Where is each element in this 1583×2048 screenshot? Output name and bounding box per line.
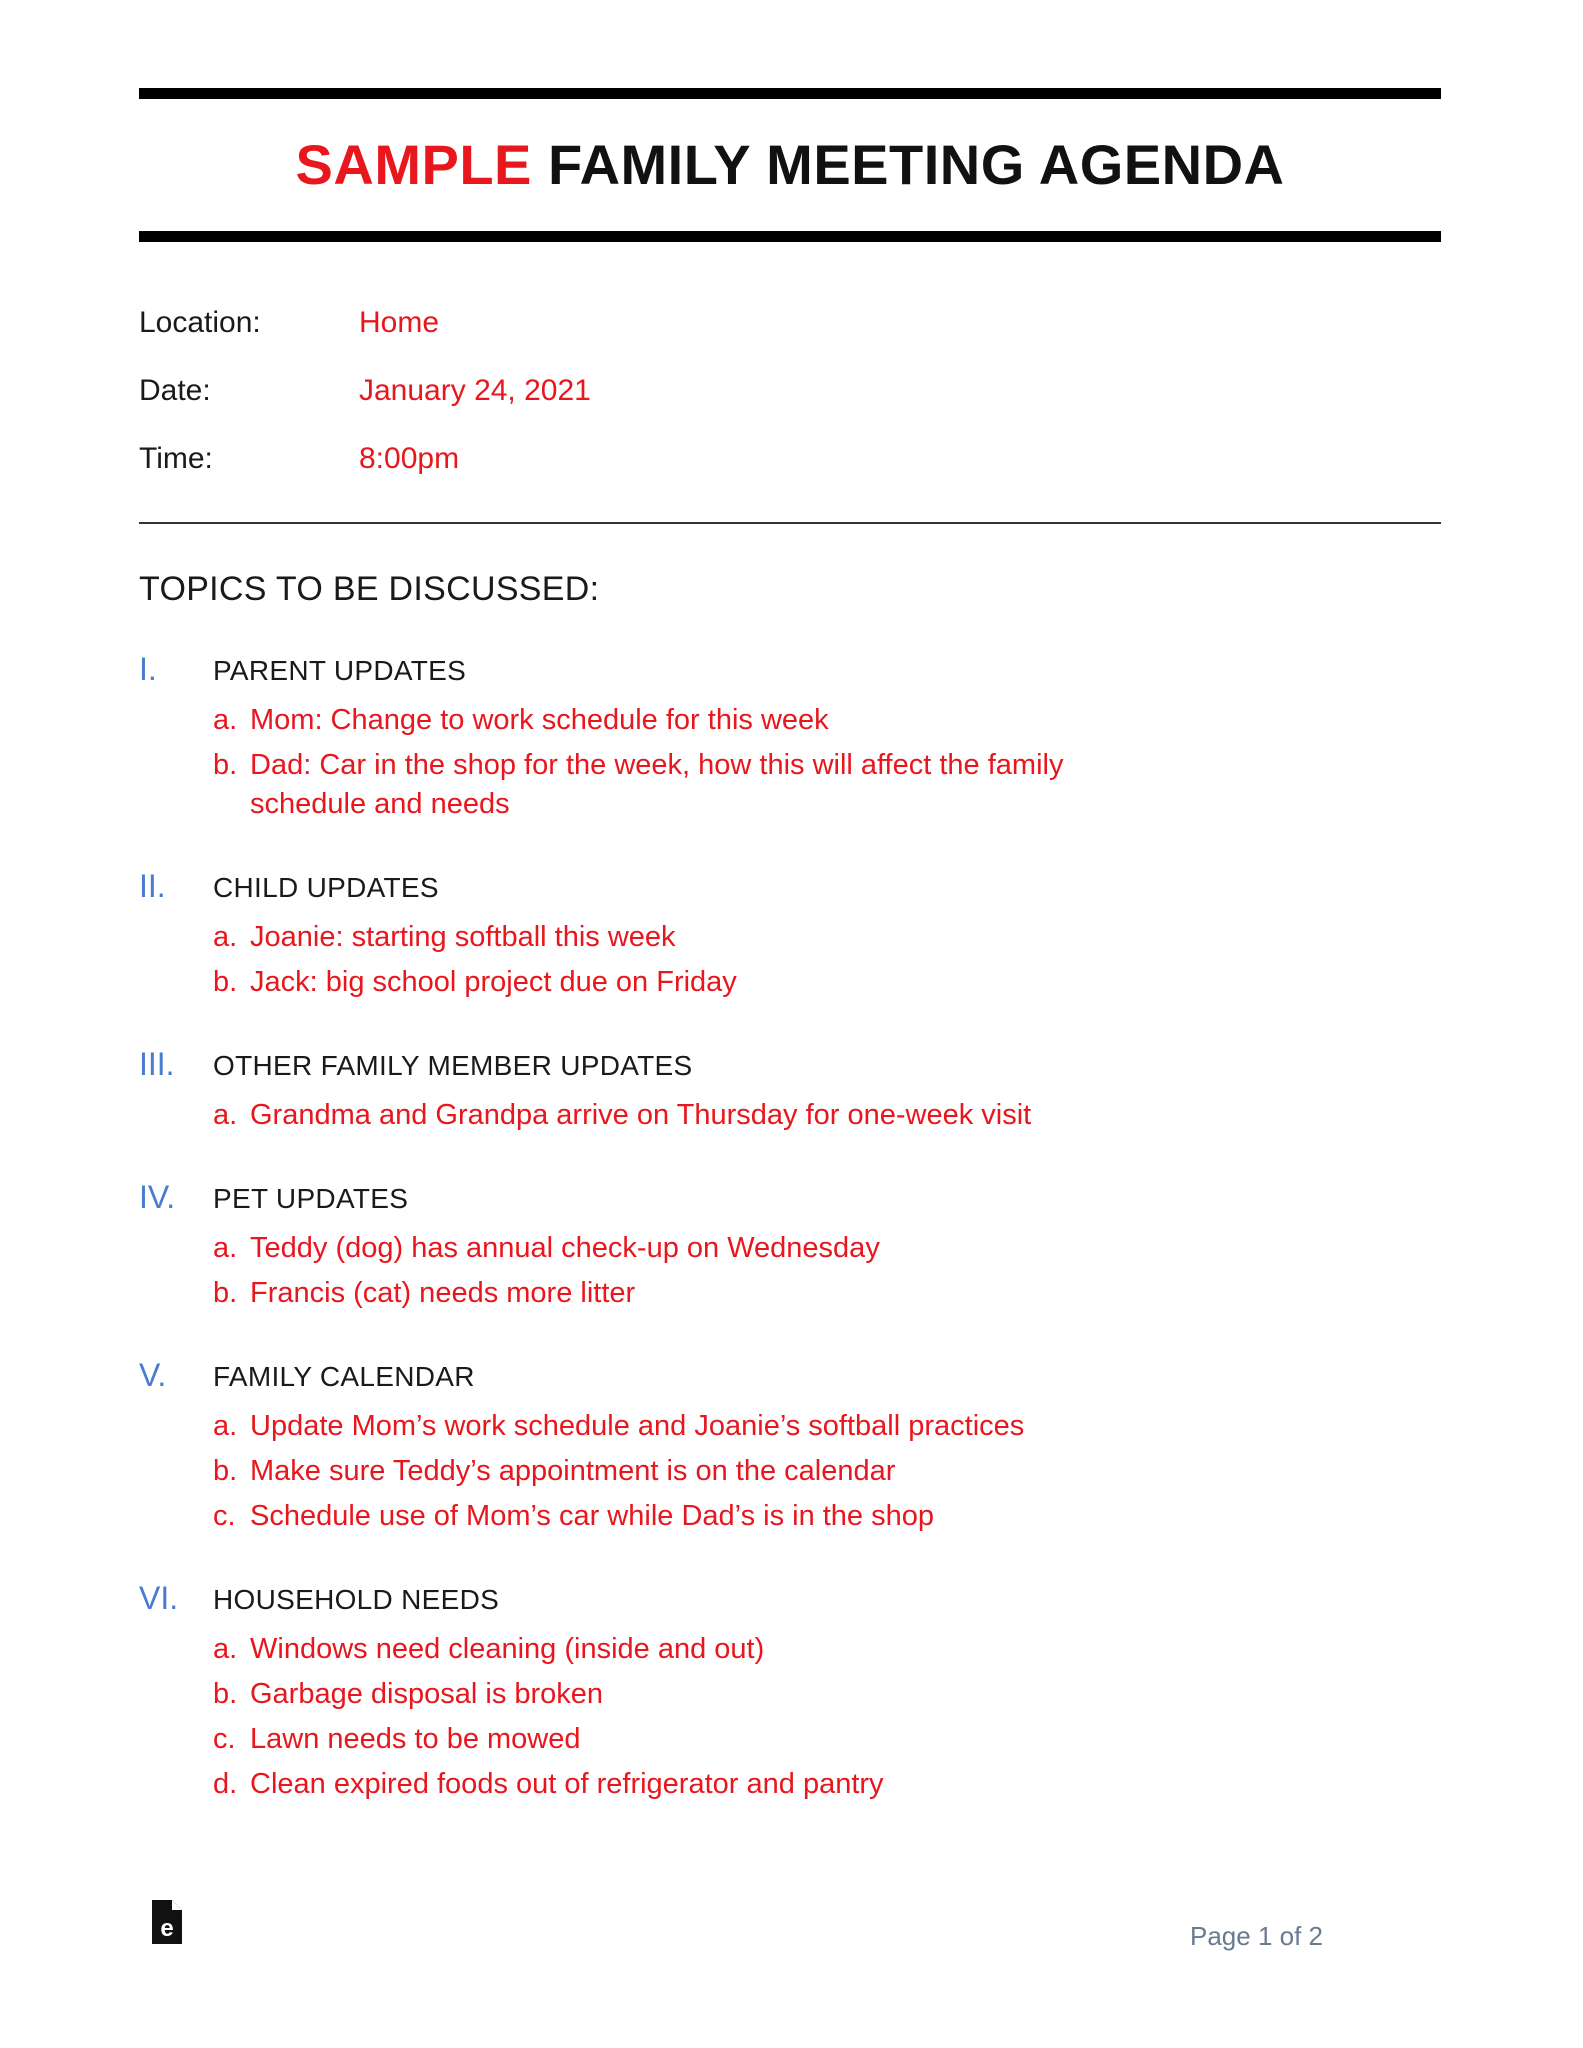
list-item	[213, 1407, 1441, 1446]
time-label: Time:	[139, 442, 213, 475]
date-row	[139, 374, 1441, 442]
title-sample-word: SAMPLE	[295, 133, 532, 196]
list-item	[213, 1274, 1441, 1313]
section-heading	[139, 651, 1441, 699]
item-letter: a.	[213, 1410, 238, 1442]
location-label: Location:	[139, 306, 261, 339]
list-item	[213, 918, 1441, 957]
section-numeral: IV.	[139, 1179, 176, 1215]
list-item	[213, 1630, 1441, 1669]
agenda-section-other-family	[139, 1046, 1441, 1135]
agenda-section-pet-updates	[139, 1179, 1441, 1313]
location-row	[139, 306, 1441, 374]
svg-text:e: e	[160, 1915, 174, 1942]
item-text: Dad: Car in the shop for the week, how this will affect the family schedule and needs	[250, 749, 1064, 820]
item-letter: b.	[213, 749, 238, 781]
list-item	[213, 963, 1441, 1002]
section-numeral: II.	[139, 868, 166, 904]
item-text: Francis (cat) needs more litter	[250, 1277, 636, 1309]
section-items	[213, 1630, 1441, 1804]
list-item	[213, 1675, 1441, 1714]
item-text: Clean expired foods out of refrigerator and pantry	[250, 1768, 884, 1800]
section-title: OTHER FAMILY MEMBER UPDATES	[213, 1050, 693, 1081]
item-letter: b.	[213, 1455, 238, 1487]
section-items	[213, 1096, 1441, 1135]
section-items	[213, 918, 1441, 1002]
item-letter: a.	[213, 1099, 238, 1131]
bottom-title-rule	[139, 231, 1441, 242]
item-text: Joanie: starting softball this week	[250, 921, 676, 953]
item-text: Update Mom’s work schedule and Joanie’s softball practices	[250, 1410, 1025, 1442]
date-value: January 24, 2021	[359, 374, 591, 407]
page-number: Page 1 of 2	[1190, 1921, 1323, 1951]
agenda-section-household-needs	[139, 1580, 1441, 1804]
section-heading	[139, 1046, 1441, 1094]
item-text: Make sure Teddy’s appointment is on the calendar	[250, 1455, 896, 1487]
item-letter: c.	[213, 1500, 236, 1532]
section-title: CHILD UPDATES	[213, 872, 439, 903]
item-letter: a.	[213, 704, 238, 736]
item-text: Garbage disposal is broken	[250, 1678, 604, 1710]
item-letter: c.	[213, 1723, 236, 1755]
section-title: FAMILY CALENDAR	[213, 1361, 475, 1392]
meeting-details	[139, 306, 1441, 510]
section-numeral: VI.	[139, 1580, 179, 1616]
title-main-text: FAMILY MEETING AGENDA	[547, 133, 1285, 196]
agenda-section-parent-updates	[139, 651, 1441, 824]
section-items	[213, 1229, 1441, 1313]
list-item	[213, 701, 1441, 740]
section-title: PET UPDATES	[213, 1183, 409, 1214]
eforms-logo-icon	[150, 1898, 184, 1946]
item-text: Teddy (dog) has annual check-up on Wednesday	[250, 1232, 880, 1264]
section-items	[213, 1407, 1441, 1536]
agenda-sections	[139, 651, 1441, 1804]
time-row	[139, 442, 1441, 510]
details-divider	[139, 522, 1441, 524]
section-numeral: III.	[139, 1046, 175, 1082]
item-letter: d.	[213, 1768, 238, 1800]
item-text: Mom: Change to work schedule for this week	[250, 704, 829, 736]
list-item	[213, 1229, 1441, 1268]
item-letter: b.	[213, 1277, 238, 1309]
top-rule	[139, 88, 1441, 99]
section-heading	[139, 1179, 1441, 1227]
section-heading	[139, 1357, 1441, 1405]
page-title	[139, 133, 1441, 196]
section-numeral: V.	[139, 1357, 167, 1393]
item-letter: a.	[213, 921, 238, 953]
list-item	[213, 1497, 1441, 1536]
agenda-section-family-calendar	[139, 1357, 1441, 1536]
section-heading	[139, 1580, 1441, 1628]
list-item	[213, 1096, 1441, 1135]
agenda-section-child-updates	[139, 868, 1441, 1002]
list-item	[213, 1452, 1441, 1491]
list-item	[213, 1765, 1441, 1804]
location-value: Home	[359, 306, 440, 339]
item-text: Lawn needs to be mowed	[250, 1723, 581, 1755]
section-numeral: I.	[139, 651, 157, 687]
item-letter: b.	[213, 966, 238, 998]
list-item	[213, 746, 1441, 824]
item-text: Windows need cleaning (inside and out)	[250, 1633, 765, 1665]
item-letter: a.	[213, 1633, 238, 1665]
list-item	[213, 1720, 1441, 1759]
topics-heading: TOPICS TO BE DISCUSSED:	[139, 570, 600, 608]
section-title: PARENT UPDATES	[213, 655, 467, 686]
eforms-logo-graphic	[150, 1898, 184, 1946]
section-heading	[139, 868, 1441, 916]
item-text: Schedule use of Mom’s car while Dad’s is in the shop	[250, 1500, 935, 1532]
document-page	[139, 88, 1441, 1848]
time-value: 8:00pm	[359, 442, 460, 475]
item-letter: b.	[213, 1678, 238, 1710]
item-text: Jack: big school project due on Friday	[250, 966, 737, 998]
item-letter: a.	[213, 1232, 238, 1264]
section-title: HOUSEHOLD NEEDS	[213, 1584, 500, 1615]
item-text: Grandma and Grandpa arrive on Thursday for one-week visit	[250, 1099, 1032, 1131]
date-label: Date:	[139, 374, 211, 407]
section-items	[213, 701, 1441, 824]
